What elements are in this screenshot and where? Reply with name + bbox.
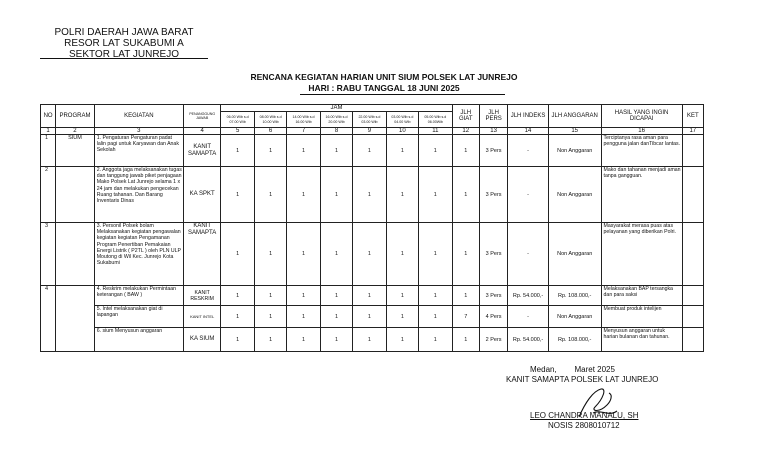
row-ket [682,306,703,328]
row-jam-value: 1 [353,328,386,352]
row-jlh-pers: 4 Pers [479,306,507,328]
column-number: 14 [508,128,549,135]
row-jam-value: 1 [320,223,352,286]
column-number: 2 [56,128,95,135]
header-jam-slot: 22.00 Wib s.d 03.00 Wib [353,112,386,128]
row-jam-value: 1 [221,286,254,306]
row-jlh-indeks: - [508,223,549,286]
row-jam-value: 1 [254,286,286,306]
table-row [41,167,704,223]
row-no: 3 [41,223,56,286]
row-kegiatan: 2. Anggota jaga melaksanakan tugas dan tanggung jawab piket penjagaan Mako Polsek Lat Junrejo selama 1 x 24 jam dan melakukan pengecekan Ruang tahanan. Dan Barang Inventaris Dinas [94,167,183,223]
row-jam-value: 1 [419,135,452,167]
table-row [41,135,704,167]
row-jlh-anggaran: Non Anggaran [548,306,601,328]
row-jam-value: 1 [386,286,418,306]
header-jlh-giat: JLH GIAT [452,105,479,128]
row-jlh-pers: 3 Pers [479,223,507,286]
row-jlh-anggaran: Non Anggaran [548,167,601,223]
row-jam-value: 1 [254,167,286,223]
row-kegiatan: 1. Pengaturan Pengaturan padat lalin pagi untuk Karyawan dan Anak Sekolah [94,135,183,167]
document-date: HARI : RABU TANGGAL 18 JUNI 2025 [308,83,460,93]
header-jam-slot: 05.00 Wib s.d 06.00Wib [419,112,452,128]
column-number: 16 [601,128,682,135]
row-jam-value: 1 [287,306,320,328]
letterhead-line-3: SEKTOR LAT JUNREJO [68,49,180,60]
row-program [56,167,95,223]
letterhead-line-1: POLRI DAERAH JAWA BARAT [54,27,194,38]
row-penanggung-jawab: KA SPKT [183,167,221,223]
column-number-row [41,128,704,135]
header-no: NO [41,105,56,128]
letterhead [40,27,208,60]
row-jlh-anggaran: Non Anggaran [548,223,601,286]
row-jlh-indeks: - [508,167,549,223]
row-ket [682,286,703,306]
column-number: 13 [479,128,507,135]
row-jlh-giat: 1 [452,135,479,167]
row-penanggung-jawab: KANIT SAMAPTA [183,135,221,167]
row-jam-value: 1 [320,328,352,352]
row-program: SIUM [56,135,95,167]
signatory-name: LEO CHANDRA MANALU, SH [530,411,639,420]
header-ket: KET [682,105,703,128]
row-jlh-anggaran: Rp. 108.000,- [548,328,601,352]
title-underline [300,94,505,95]
row-jlh-indeks: - [508,135,549,167]
row-jam-value: 1 [386,306,418,328]
header-jam-slot: 03.00 Wib s.d 04.00 Wib [386,112,418,128]
row-hasil: Melaksanakan BAP tersangka dan para saksi [601,286,682,306]
column-number: 7 [287,128,320,135]
header-jam-slot: 08.00 Wib s.d 10.00 Wib [254,112,286,128]
signature-unit: KANIT SAMAPTA POLSEK LAT JUNREJO [506,375,659,384]
row-jam-value: 1 [320,135,352,167]
row-jam-value: 1 [353,286,386,306]
row-kegiatan: 3. Personil Polsek bolam Melaksanakan kegiatan pengawalan kegiatan kegiatan Pengamanan Program Penertiban Pemakaian Energi Listrik ( P2TL ) oleh PLN ULP Moutong di Wil Kec. Junrejo Kota Sukabumi [94,223,183,286]
row-jlh-indeks: - [508,306,549,328]
row-jlh-giat: 1 [452,167,479,223]
row-jam-value: 1 [353,306,386,328]
column-number: 1 [41,128,56,135]
column-number: 6 [254,128,286,135]
header-jam-slot: 16.00 Wib s.d 20.00 Wib [320,112,352,128]
row-penanggung-jawab: KA SIUM [183,328,221,352]
header-jam: JAM [221,105,452,112]
row-jam-value: 1 [353,135,386,167]
document-title: RENCANA KEGIATAN HARIAN UNIT SIUM POLSEK LAT JUNREJO [250,72,518,82]
row-kegiatan: 5. Intel melaksanakan giat di lapangan [94,306,183,328]
row-jam-value: 1 [287,223,320,286]
column-number: 11 [419,128,452,135]
header-hasil: HASIL YANG INGIN DICAPAI [601,105,682,128]
row-jlh-indeks: Rp. 54.000,- [508,328,549,352]
row-no: 1 [41,135,56,167]
header-penanggung-jawab: PENANGGUNG JAWAB [183,105,221,128]
row-jam-value: 1 [320,167,352,223]
row-jlh-anggaran: Non Anggaran [548,135,601,167]
row-jlh-pers: 3 Pers [479,167,507,223]
row-ket [682,328,703,352]
row-jam-value: 1 [254,306,286,328]
row-jam-value: 1 [254,223,286,286]
row-penanggung-jawab: KANIT SAMAPTA [183,223,221,286]
column-number: 12 [452,128,479,135]
row-ket [682,223,703,286]
row-jlh-giat: 1 [452,328,479,352]
row-jam-value: 1 [221,135,254,167]
row-jam-value: 1 [386,167,418,223]
row-jam-value: 1 [287,167,320,223]
row-jam-value: 1 [320,306,352,328]
row-jam-value: 1 [419,167,452,223]
row-no: 2 [41,167,56,223]
column-number: 15 [548,128,601,135]
signature-city-date: Medan, Maret 2025 [530,365,615,374]
row-jam-value: 1 [386,135,418,167]
row-jam-value: 1 [353,223,386,286]
table-row [41,223,704,286]
header-jam-slot: 14.00 Wib s.d 16.00 Wib [287,112,320,128]
row-jlh-giat: 7 [452,306,479,328]
row-kegiatan: 4. Reskrim melakukan Permintaan keterangan ( BAW ) [94,286,183,306]
letterhead-line-2: RESOR LAT SUKABUMI A [64,38,184,49]
row-jlh-pers: 2 Pers [479,328,507,352]
row-jlh-giat: 1 [452,286,479,306]
header-jlh-anggaran: JLH ANGGARAN [548,105,601,128]
row-jam-value: 1 [221,328,254,352]
column-number: 5 [221,128,254,135]
row-jam-value: 1 [287,135,320,167]
row-jam-value: 1 [386,328,418,352]
row-hasil: Membuat produk intelijen [601,306,682,328]
row-hasil: Masyarakat merasa puas atas pelayanan yang diberikan Polri. [601,223,682,286]
row-kegiatan: 6. sium Menyusun anggaran [94,328,183,352]
row-program [56,286,95,352]
activity-table [40,104,704,352]
row-jam-value: 1 [221,223,254,286]
row-ket [682,135,703,167]
header-kegiatan: KEGIATAN [94,105,183,128]
column-number: 9 [353,128,386,135]
row-jlh-anggaran: Rp. 108.000,- [548,286,601,306]
row-jam-value: 1 [419,223,452,286]
table-row [41,286,704,306]
row-jam-value: 1 [419,286,452,306]
header-jam-slot: 06.00 Wib s.d 07.00 Wib [221,112,254,128]
row-jam-value: 1 [221,167,254,223]
table-row [41,306,704,328]
row-jam-value: 1 [221,306,254,328]
row-jam-value: 1 [320,286,352,306]
signatory-id: NOSIS 2808010712 [548,421,620,430]
header-jlh-pers: JLH PERS [479,105,507,128]
row-jam-value: 1 [287,286,320,306]
row-jlh-pers: 3 Pers [479,135,507,167]
column-number: 17 [682,128,703,135]
header-program: PROGRAM [56,105,95,128]
row-ket [682,167,703,223]
row-jam-value: 1 [287,328,320,352]
column-number: 8 [320,128,352,135]
row-jam-value: 1 [254,135,286,167]
table-row [41,328,704,352]
row-program [56,223,95,286]
row-hasil: Menyusun anggaran untuk harian bulanan dan tahunan. [601,328,682,352]
row-jam-value: 1 [254,328,286,352]
row-penanggung-jawab: KANIT INTEL [183,306,221,328]
row-jlh-indeks: Rp. 54.000,- [508,286,549,306]
row-no: 4 [41,286,56,352]
row-jlh-pers: 3 Pers [479,286,507,306]
column-number: 10 [386,128,418,135]
row-jam-value: 1 [353,167,386,223]
row-jam-value: 1 [386,223,418,286]
row-jam-value: 1 [419,328,452,352]
header-jlh-indeks: JLH INDEKS [508,105,549,128]
row-hasil: Mako dan tahanan menjadi aman tanpa gangguan. [601,167,682,223]
column-number: 4 [183,128,221,135]
row-jlh-giat: 1 [452,223,479,286]
row-hasil: Terciptanya rasa aman para pengguna jalan danTibcar lantas. [601,135,682,167]
row-jam-value: 1 [419,306,452,328]
letterhead-underline [40,58,208,59]
row-penanggung-jawab: KANIT RESKRIM [183,286,221,306]
column-number: 3 [94,128,183,135]
